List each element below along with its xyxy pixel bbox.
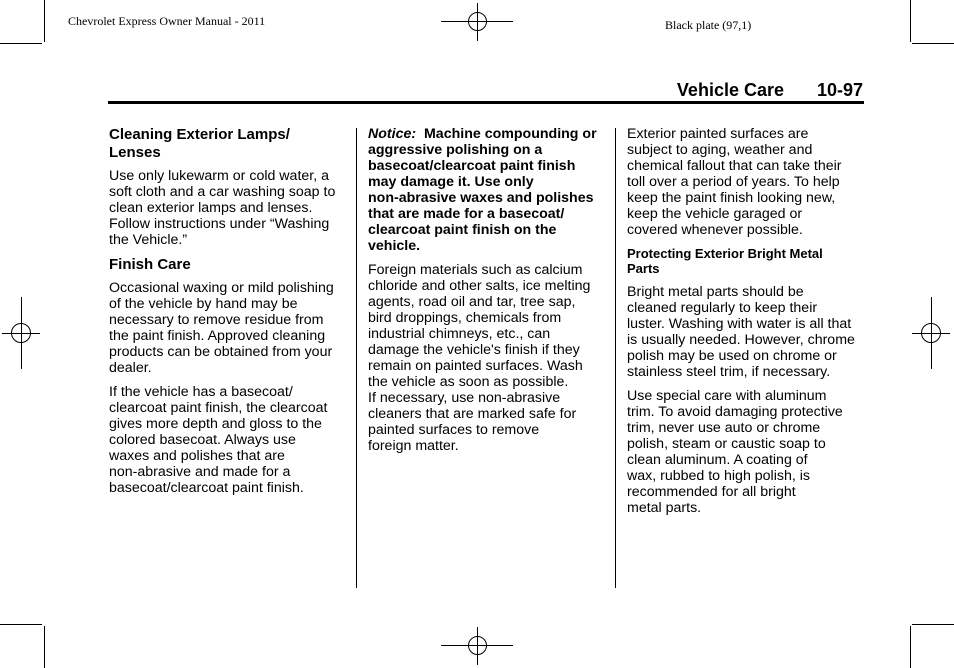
text-line: non-abrasive waxes and polishes (368, 190, 594, 206)
text-line: basecoat/clearcoat paint finish. (109, 480, 304, 496)
text-line: of the vehicle by hand may be (109, 296, 298, 312)
text-line: trim, never use auto or chrome (627, 420, 821, 436)
text-line: waxes and polishes that are (109, 448, 285, 464)
column-divider (356, 128, 357, 588)
text-line: clearcoat paint finish on the (368, 222, 557, 238)
heading-finish-care: Finish Care (109, 256, 191, 273)
page-number: 10-97 (816, 80, 863, 100)
text-line: dealer. (109, 360, 152, 376)
text-line: cleaners that are marked safe for (368, 406, 577, 422)
paragraph-foreign-materials (368, 262, 608, 454)
text-line: wax, rubbed to high polish, is (627, 468, 810, 484)
crop-mark (912, 624, 954, 625)
text-line: polish may be used on chrome or (627, 348, 837, 364)
crop-mark (44, 626, 45, 668)
notice-text: Machine compounding or (423, 126, 597, 142)
text-line: chemical fallout that can take their (627, 158, 842, 174)
paragraph-aluminum (627, 388, 867, 516)
crop-mark (910, 626, 911, 668)
text-line: may damage it. Use only (368, 174, 534, 190)
text-line: the Vehicle.” (109, 232, 188, 248)
section-title: Vehicle Care (676, 80, 784, 100)
text-line: recommended for all bright (627, 484, 796, 500)
text-line: painted surfaces to remove (368, 422, 540, 438)
text-line: gives more depth and gloss to the (109, 416, 322, 432)
paragraph-waxing (109, 280, 349, 376)
column-divider (615, 128, 616, 588)
heading-line: Parts (627, 261, 660, 276)
text-line: products can be obtained from your (109, 344, 333, 360)
text-line: Foreign materials such as calcium (368, 262, 583, 278)
crop-mark (910, 0, 911, 42)
text-line: covered whenever possible. (627, 222, 803, 238)
text-line: Follow instructions under “Washing (109, 216, 330, 232)
text-line: damage the vehicle's finish if they (368, 342, 580, 358)
text-line: Use only lukewarm or cold water, a (109, 168, 329, 184)
text-line: clean exterior lamps and lenses. (109, 200, 313, 216)
text-line: foreign matter. (368, 438, 459, 454)
column-2 (368, 126, 608, 460)
registration-mark-bottom (441, 627, 513, 665)
crop-mark (0, 624, 42, 625)
heading-line: Protecting Exterior Bright Metal (627, 246, 823, 261)
text-line: remain on painted surfaces. Wash (368, 358, 583, 374)
text-line: If necessary, use non-abrasive (368, 390, 561, 406)
text-line: Bright metal parts should be (627, 284, 804, 300)
text-line: polish, steam or caustic soap to (627, 436, 826, 452)
text-line: bird droppings, chemicals from (368, 310, 562, 326)
heading-line: Cleaning Exterior Lamps/ (109, 126, 290, 143)
text-line: agents, road oil and tar, tree sap, (368, 294, 576, 310)
notice-first-line (368, 126, 608, 142)
text-line: soft cloth and a car washing soap to (109, 184, 336, 200)
text-line: aggressive polishing on a (368, 142, 543, 158)
text-line: non-abrasive and made for a (109, 464, 291, 480)
heading-bright-metal-parts (627, 246, 867, 276)
text-line: Occasional waxing or mild polishing (109, 280, 334, 296)
text-line: that are made for a basecoat/ (368, 206, 565, 222)
paragraph-lamps (109, 168, 349, 248)
text-line: keep the paint finish looking new, (627, 190, 836, 206)
text-line: industrial chimneys, etc., can (368, 326, 551, 342)
header-rule (108, 101, 864, 104)
slug-plate-info: Black plate (97,1) (665, 18, 752, 32)
registration-mark-left (2, 297, 40, 369)
text-line: Exterior painted surfaces are (627, 126, 809, 142)
text-line: clearcoat paint finish, the clearcoat (109, 400, 328, 416)
registration-mark-right (912, 297, 950, 369)
text-line: necessary to remove residue from (109, 312, 324, 328)
text-line: vehicle. (368, 238, 421, 254)
text-line: stainless steel trim, if necessary. (627, 364, 831, 380)
text-line: trim. To avoid damaging protective (627, 404, 843, 420)
text-line: chloride and other salts, ice melting (368, 278, 591, 294)
heading-line: Lenses (109, 144, 161, 161)
paragraph-painted-surfaces (627, 126, 867, 238)
slug-document-title: Chevrolet Express Owner Manual - 2011 (68, 14, 266, 28)
crop-mark (912, 43, 954, 44)
text-line: toll over a period of years. To help (627, 174, 840, 190)
text-line: is usually needed. However, chrome (627, 332, 855, 348)
crop-mark (44, 0, 45, 42)
crop-mark (0, 43, 42, 44)
text-line: subject to aging, weather and (627, 142, 813, 158)
paragraph-basecoat (109, 384, 349, 496)
heading-cleaning-exterior-lamps (109, 126, 349, 162)
text-line: basecoat/clearcoat paint finish (368, 158, 576, 174)
text-line: If the vehicle has a basecoat/ (109, 384, 293, 400)
column-1 (109, 126, 349, 502)
notice-label: Notice: (368, 126, 417, 142)
text-line: colored basecoat. Always use (109, 432, 296, 448)
text-line: luster. Washing with water is all that (627, 316, 852, 332)
text-line: the vehicle as soon as possible. (368, 374, 569, 390)
paragraph-bright-metal (627, 284, 867, 380)
column-3 (627, 126, 867, 522)
text-line: keep the vehicle garaged or (627, 206, 803, 222)
text-line: Use special care with aluminum (627, 388, 827, 404)
text-line: metal parts. (627, 500, 702, 516)
text-line: the paint finish. Approved cleaning (109, 328, 326, 344)
text-line: clean aluminum. A coating of (627, 452, 808, 468)
text-line: cleaned regularly to keep their (627, 300, 818, 316)
registration-mark-top (441, 3, 513, 41)
notice-block (368, 126, 608, 254)
